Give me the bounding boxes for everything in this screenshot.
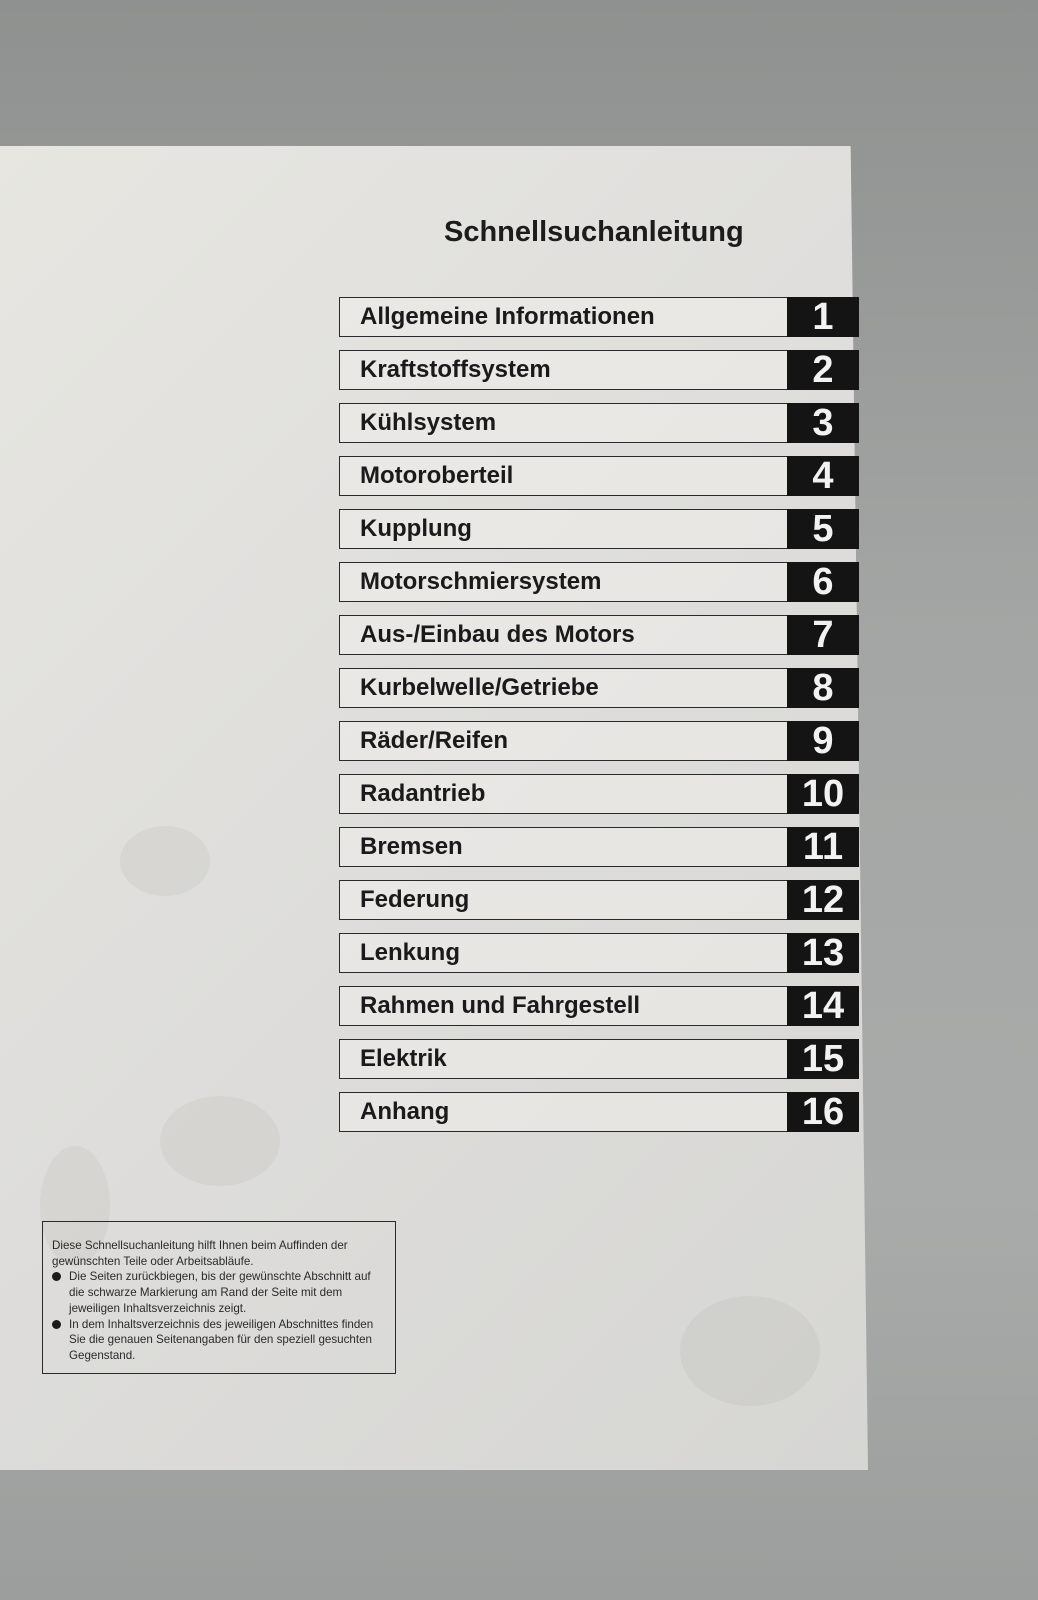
section-row[interactable] (339, 721, 859, 761)
section-row[interactable] (339, 509, 859, 549)
section-number-tab[interactable]: 6 (787, 562, 859, 602)
section-number-tab[interactable]: 3 (787, 403, 859, 443)
note-bullet-text: In dem Inhaltsverzeichnis des jeweiligen Abschnittes finden Sie die genauen Seitenangaben für den speziell gesuchten Gegenstand. (69, 1317, 374, 1362)
section-number-tab[interactable]: 5 (787, 509, 859, 549)
section-number-tab[interactable]: 2 (787, 350, 859, 390)
section-label: Motorschmiersystem (339, 562, 787, 602)
section-row[interactable] (339, 297, 859, 337)
section-row[interactable] (339, 615, 859, 655)
section-label: Motoroberteil (339, 456, 787, 496)
section-number-tab[interactable]: 4 (787, 456, 859, 496)
section-number-tab[interactable]: 10 (787, 774, 859, 814)
section-label: Räder/Reifen (339, 721, 787, 761)
note-bullet-text: Die Seiten zurückbiegen, bis der gewünschte Abschnitt auf die schwarze Markierung am Rand der Seite mit dem jeweiligen Inhaltsverzeichnis zeigt. (69, 1270, 371, 1315)
section-row[interactable] (339, 1039, 859, 1079)
section-label: Kurbelwelle/Getriebe (339, 668, 787, 708)
section-index (339, 297, 859, 1145)
section-label: Kupplung (339, 509, 787, 549)
section-number-tab[interactable]: 9 (787, 721, 859, 761)
section-row[interactable] (339, 774, 859, 814)
section-row[interactable] (339, 403, 859, 443)
section-number-tab[interactable]: 7 (787, 615, 859, 655)
section-number-tab[interactable]: 1 (787, 297, 859, 337)
note-intro: Diese Schnellsuchanleitung hilft Ihnen beim Auffinden der gewünschten Teile oder Arbeitsabläufe. (52, 1239, 348, 1268)
section-label: Radantrieb (339, 774, 787, 814)
section-label: Kühlsystem (339, 403, 787, 443)
section-row[interactable] (339, 986, 859, 1026)
section-label: Rahmen und Fahrgestell (339, 986, 787, 1026)
section-number-tab[interactable]: 8 (787, 668, 859, 708)
section-label: Anhang (339, 1092, 787, 1132)
section-row[interactable] (339, 456, 859, 496)
instruction-note (42, 1221, 396, 1374)
section-number-tab[interactable]: 15 (787, 1039, 859, 1079)
section-label: Kraftstoffsystem (339, 350, 787, 390)
section-label: Bremsen (339, 827, 787, 867)
section-label: Lenkung (339, 933, 787, 973)
section-number-tab[interactable]: 16 (787, 1092, 859, 1132)
note-bullet-1 (52, 1269, 387, 1316)
section-row[interactable] (339, 562, 859, 602)
bullet-dot-icon (52, 1320, 61, 1329)
section-number-tab[interactable]: 13 (787, 933, 859, 973)
section-label: Elektrik (339, 1039, 787, 1079)
section-row[interactable] (339, 668, 859, 708)
section-row[interactable] (339, 827, 859, 867)
section-label: Aus-/Einbau des Motors (339, 615, 787, 655)
section-number-tab[interactable]: 12 (787, 880, 859, 920)
bullet-dot-icon (52, 1272, 61, 1281)
section-row[interactable] (339, 350, 859, 390)
section-label: Federung (339, 880, 787, 920)
section-number-tab[interactable]: 11 (787, 827, 859, 867)
section-label: Allgemeine Informationen (339, 297, 787, 337)
page-title: Schnellsuchanleitung (444, 216, 744, 248)
section-number-tab[interactable]: 14 (787, 986, 859, 1026)
note-bullet-2 (52, 1317, 387, 1364)
section-row[interactable] (339, 880, 859, 920)
section-row[interactable] (339, 933, 859, 973)
section-row[interactable] (339, 1092, 859, 1132)
